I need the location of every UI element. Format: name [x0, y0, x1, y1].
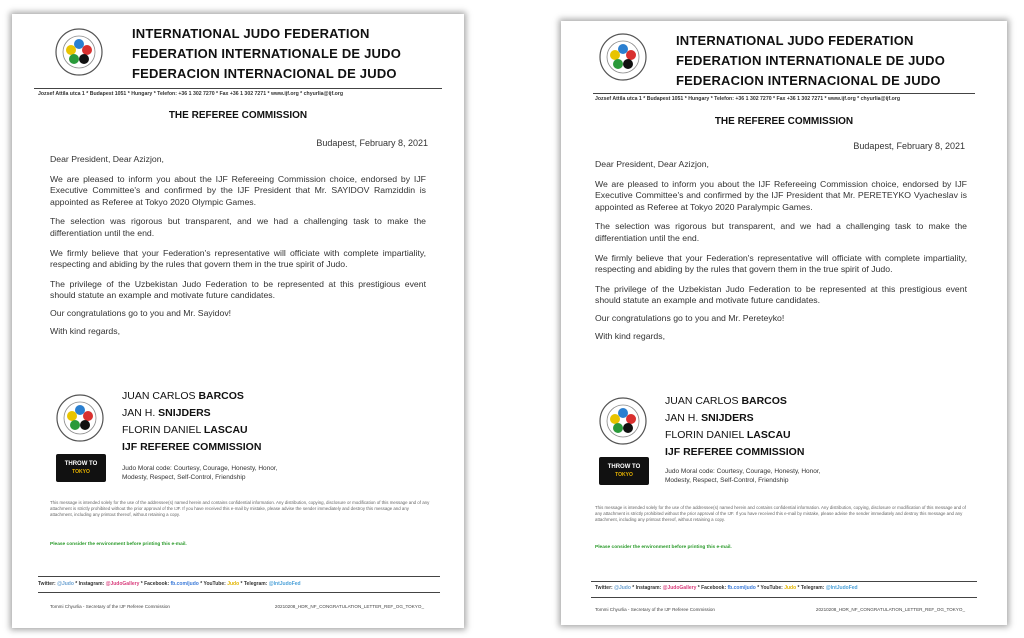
footer-rule-bottom	[38, 592, 440, 593]
facebook-link[interactable]: fb.com/judo	[727, 585, 756, 591]
ijf-logo-icon	[599, 33, 647, 81]
ijf-logo-icon	[55, 28, 103, 76]
signatures	[665, 393, 804, 461]
org-name-en: INTERNATIONAL JUDO FEDERATION	[676, 33, 914, 48]
org-name-fr: FEDERATION INTERNATIONALE DE JUDO	[132, 46, 402, 61]
congratulations: Our congratulations go to you and Mr. Sayidov!	[50, 307, 232, 318]
letter-date: Budapest, February 8, 2021	[853, 141, 965, 151]
letter-body	[595, 159, 967, 350]
address-line: Jozsef Attila utca 1 * Budapest 1051 * Hungary * Telefon: +36 1 302 7270 * Fax +36 1 302 7271 * www.ijf.org * chyurlia@ijf.org	[38, 91, 343, 97]
footer-rule-top	[591, 581, 977, 582]
signatory-lascau: FLORIN DANIEL LASCAU	[122, 424, 248, 436]
paragraph-announcement: We are pleased to inform you about the IJF Refereeing Commission choice, endorsed by IJF Executive Committee's and confirmed by the IJF President that Mr. PERETEYKO Vyacheslav is appointed as Referee at Tokyo 2020 Paralympic Games.	[595, 178, 967, 212]
org-name-fr: FEDERATION INTERNATIONALE DE JUDO	[676, 53, 946, 68]
signatory-snijders: JAN H. SNIJDERS	[665, 412, 754, 424]
social-links: Twitter: @Judo * Instagram: @JudoGallery * Facebook: fb.com/judo * YouTube: Judo * Telegram: @IntJudoFed	[38, 581, 301, 587]
twitter-link[interactable]: @Judo	[57, 581, 74, 587]
footer-rule-bottom	[591, 597, 977, 598]
org-name-en: INTERNATIONAL JUDO FEDERATION	[132, 26, 370, 41]
commission-name: IJF REFEREE COMMISSION	[665, 446, 805, 458]
paragraph-belief: We firmly believe that your Federation's representative will officiate with complete impartiality, respecting and abiding by the rules that govern them in the true spirit of Judo.	[50, 247, 426, 270]
letter-olympic	[12, 14, 464, 628]
signatures	[122, 388, 261, 456]
header-rule	[34, 88, 442, 89]
telegram-link[interactable]: @IntJudoFed	[268, 581, 301, 587]
letter-body	[50, 154, 426, 345]
facebook-link[interactable]: fb.com/judo	[170, 581, 199, 587]
letter-date: Budapest, February 8, 2021	[316, 138, 428, 148]
footer-filename: 20210208_HDR_NF_CONGRATULATION_LETTER_REF_OG_TOKYO_	[274, 604, 424, 609]
commission-title: THE REFEREE COMMISSION	[168, 110, 308, 121]
org-name-es: FEDERACION INTERNACIONAL DE JUDO	[132, 66, 397, 81]
org-names	[132, 24, 401, 84]
paragraph-selection: The selection was rigorous but transparent, and we had a challenging task to make the differentiation until the end.	[595, 221, 967, 243]
youtube-link[interactable]: Judo	[784, 585, 797, 591]
footer-rule-top	[38, 576, 440, 577]
paragraph-privilege: The privilege of the Uzbekistan Judo Federation to be represented at this prestigious event should statute an example and motivate future candidates.	[50, 278, 426, 301]
closing: With kind regards,	[595, 330, 666, 341]
congratulations: Our congratulations go to you and Mr. Pereteyko!	[595, 312, 785, 323]
moral-code: Judo Moral code: Courtesy, Courage, Honesty, Honor, Modesty, Respect, Self-Control, Friendship	[122, 465, 278, 481]
telegram-link[interactable]: @IntJudoFed	[825, 585, 858, 591]
twitter-link[interactable]: @Judo	[614, 585, 631, 591]
org-name-es: FEDERACION INTERNACIONAL DE JUDO	[676, 73, 941, 88]
letter-paralympic	[561, 21, 1007, 625]
commission-name: IJF REFEREE COMMISSION	[122, 441, 262, 453]
environment-note: Please consider the environment before printing this e-mail.	[595, 545, 732, 550]
youtube-link[interactable]: Judo	[227, 581, 240, 587]
disclaimer: This message is intended solely for the use of the addressee(s) named herein and contains confidential information. Any distribution, copying, disclosure or modification of this message and of any attachment is strictly prohibited without the prior approval of the IJF. If you have received this e-mail by mistake, please advise the sender immediately and destroy this message and any attachment, including any printout thereof, without retaining a copy.	[50, 500, 430, 517]
instagram-link[interactable]: @JudoGallery	[662, 585, 697, 591]
instagram-link[interactable]: @JudoGallery	[105, 581, 140, 587]
paragraph-selection: The selection was rigorous but transparent, and we had a challenging task to make the differentiation until the end.	[50, 216, 426, 238]
org-names	[676, 31, 945, 91]
footer-secretary: Tommi Chyurlia - Secretary of the IJF Referee Commission	[50, 604, 170, 609]
throw-to-tokyo-badge: THROW TO TOKYO	[56, 454, 106, 482]
ijf-referee-logo-icon	[56, 394, 104, 442]
address-line: Jozsef Attila utca 1 * Budapest 1051 * Hungary * Telefon: +36 1 302 7270 * Fax +36 1 302 7271 * www.ijf.org * chyurlia@ijf.org	[595, 96, 900, 102]
paragraph-privilege: The privilege of the Uzbekistan Judo Federation to be represented at this prestigious event should statute an example and motivate future candidates.	[595, 283, 967, 306]
footer-secretary: Tommi Chyurlia - Secretary of the IJF Referee Commission	[595, 607, 715, 612]
commission-title: THE REFEREE COMMISSION	[714, 116, 854, 127]
disclaimer: This message is intended solely for the use of the addressee(s) named herein and contains confidential information. Any distribution, copying, disclosure or modification of this message and of any attachment is strictly prohibited without the prior approval of the IJF. If you have received this e-mail by mistake, please advise the sender immediately and destroy this message and any attachment, including any printout thereof, without retaining a copy.	[595, 505, 966, 522]
salutation: Dear President, Dear Azizjon,	[595, 159, 709, 169]
signatory-barcos: JUAN CARLOS BARCOS	[665, 395, 787, 407]
moral-code: Judo Moral code: Courtesy, Courage, Honesty, Honor, Modesty, Respect, Self-Control, Friendship	[665, 468, 821, 484]
environment-note: Please consider the environment before printing this e-mail.	[50, 542, 187, 547]
header-rule	[593, 93, 975, 94]
ijf-referee-logo-icon	[599, 397, 647, 445]
paragraph-belief: We firmly believe that your Federation's representative will officiate with complete impartiality, respecting and abiding by the rules that govern them in the true spirit of Judo.	[595, 252, 967, 275]
footer-filename: 20210208_HDR_NF_CONGRATULATION_LETTER_REF_OG_TOKYO_	[815, 607, 965, 612]
signatory-lascau: FLORIN DANIEL LASCAU	[665, 429, 791, 441]
throw-to-tokyo-badge: THROW TO TOKYO	[599, 457, 649, 485]
signatory-snijders: JAN H. SNIJDERS	[122, 407, 211, 419]
social-links: Twitter: @Judo * Instagram: @JudoGallery * Facebook: fb.com/judo * YouTube: Judo * Telegram: @IntJudoFed	[595, 585, 858, 591]
closing: With kind regards,	[50, 325, 121, 336]
paragraph-announcement: We are pleased to inform you about the IJF Refereeing Commission choice, endorsed by IJF Executive Committee's and confirmed by the IJF President that Mr. SAYIDOV Ramziddin is appointed as Referee at Tokyo 2020 Olympic Games.	[50, 173, 426, 207]
salutation: Dear President, Dear Azizjon,	[50, 154, 164, 164]
signatory-barcos: JUAN CARLOS BARCOS	[122, 390, 244, 402]
